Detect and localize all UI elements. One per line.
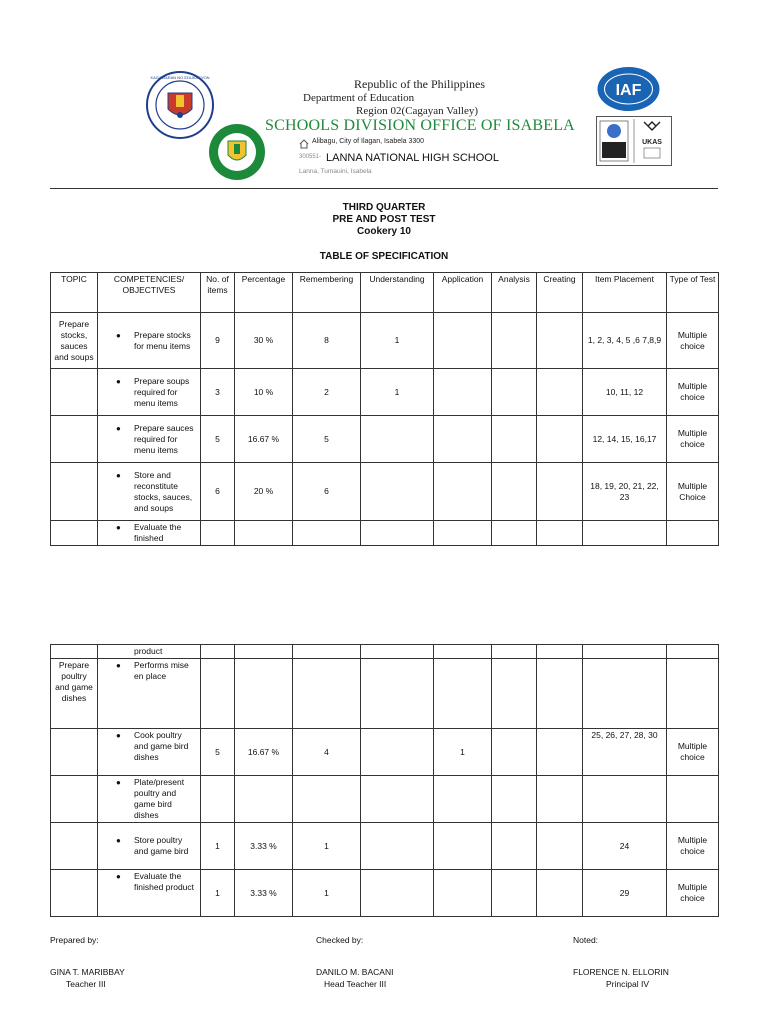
competency-cell: ● Store and reconstitute stocks, sauces, and soups	[98, 463, 201, 521]
noter-position: Principal IV	[606, 979, 649, 989]
table-row	[51, 823, 719, 870]
school-address: Lanna, Tumauini, Isabela	[299, 168, 372, 175]
remembering-cell	[293, 521, 361, 546]
topic-cell	[51, 823, 98, 870]
remembering-cell	[293, 776, 361, 823]
type-cell: Multiple choice	[667, 369, 719, 416]
topic-cell	[51, 521, 98, 546]
creating-cell	[537, 463, 583, 521]
placement-cell: 1, 2, 3, 4, 5 ,6 7,8,9	[583, 313, 667, 369]
type-cell: Multiple choice	[667, 416, 719, 463]
table-row	[51, 463, 719, 521]
table-row	[51, 659, 719, 729]
analysis-cell	[492, 659, 537, 729]
competency-cell: ● Evaluate the finished product	[98, 870, 201, 917]
creating-cell	[537, 870, 583, 917]
understanding-cell	[361, 776, 434, 823]
noter-name: FLORENCE N. ELLORIN	[573, 967, 669, 977]
specification-table-part2	[50, 644, 719, 917]
percentage-cell	[235, 776, 293, 823]
application-cell	[434, 416, 492, 463]
region-text: Region 02(Cagayan Valley)	[356, 105, 478, 117]
preparer-position: Teacher III	[66, 979, 106, 989]
topic-cell	[51, 729, 98, 776]
analysis-cell	[492, 313, 537, 369]
remembering-cell: 5	[293, 416, 361, 463]
topic-cell: Prepare stocks, sauces and soups	[51, 313, 98, 369]
noted-label: Noted:	[573, 935, 599, 945]
percentage-cell: 3.33 %	[235, 823, 293, 870]
placement-cell: 10, 11, 12	[583, 369, 667, 416]
placement-cell: 24	[583, 823, 667, 870]
type-cell: Multiple choice	[667, 313, 719, 369]
subject-title: Cookery 10	[357, 226, 411, 237]
table-row	[51, 729, 719, 776]
creating-cell	[537, 416, 583, 463]
col-header-placement: Item Placement	[583, 273, 667, 313]
placement-cell	[583, 776, 667, 823]
remembering-cell: 4	[293, 729, 361, 776]
percentage-cell	[235, 659, 293, 729]
application-cell	[434, 870, 492, 917]
col-header-topic: TOPIC	[51, 273, 98, 313]
understanding-cell	[361, 870, 434, 917]
items-cell: 3	[201, 369, 235, 416]
table-title: TABLE OF SPECIFICATION	[319, 251, 449, 262]
remembering-cell: 2	[293, 369, 361, 416]
creating-cell	[537, 369, 583, 416]
remembering-cell: 1	[293, 870, 361, 917]
understanding-cell	[361, 416, 434, 463]
competency-cell: ● Evaluate the finished	[98, 521, 201, 546]
table-row	[51, 521, 719, 546]
col-header-percentage: Percentage	[235, 273, 293, 313]
school-name: LANNA NATIONAL HIGH SCHOOL	[326, 152, 499, 164]
col-header-competencies: COMPETENCIES/ OBJECTIVES	[98, 273, 201, 313]
iaf-logo	[596, 66, 661, 112]
type-cell: Multiple choice	[667, 870, 719, 917]
placement-cell: 12, 14, 15, 16,17	[583, 416, 667, 463]
placement-cell	[583, 521, 667, 546]
analysis-cell	[492, 776, 537, 823]
topic-cell	[51, 416, 98, 463]
percentage-cell: 3.33 %	[235, 870, 293, 917]
application-cell	[434, 521, 492, 546]
svg-text:UKAS: UKAS	[642, 139, 662, 146]
creating-cell	[537, 313, 583, 369]
competency-cell: ● Prepare sauces required for menu items	[98, 416, 201, 463]
type-cell: Multiple Choice	[667, 463, 719, 521]
creating-cell	[537, 823, 583, 870]
deped-seal-logo	[146, 71, 214, 139]
application-cell	[434, 313, 492, 369]
application-cell: 1	[434, 729, 492, 776]
topic-cell	[51, 870, 98, 917]
remembering-cell: 6	[293, 463, 361, 521]
analysis-cell	[492, 870, 537, 917]
type-cell	[667, 521, 719, 546]
specification-table-part1	[50, 272, 719, 546]
prepared-by-label: Prepared by:	[50, 935, 99, 945]
checker-position: Head Teacher III	[324, 979, 387, 989]
understanding-cell	[361, 659, 434, 729]
table-row	[51, 313, 719, 369]
topic-cell	[51, 776, 98, 823]
header-divider	[50, 188, 718, 189]
analysis-cell	[492, 823, 537, 870]
type-cell: Multiple choice	[667, 729, 719, 776]
checker-name: DANILO M. BACANI	[316, 967, 394, 977]
placement-cell: 18, 19, 20, 21, 22, 23	[583, 463, 667, 521]
items-cell: 9	[201, 313, 235, 369]
items-cell: 6	[201, 463, 235, 521]
col-header-creating: Creating	[537, 273, 583, 313]
col-header-understanding: Understanding	[361, 273, 434, 313]
competency-cell: ● Performs mise en place	[98, 659, 201, 729]
remembering-cell: 8	[293, 313, 361, 369]
house-icon	[299, 139, 309, 149]
remembering-cell	[293, 659, 361, 729]
analysis-cell	[492, 729, 537, 776]
items-cell: 1	[201, 823, 235, 870]
preparer-name: GINA T. MARIBBAY	[50, 967, 125, 977]
understanding-cell	[361, 463, 434, 521]
percentage-cell: 30 %	[235, 313, 293, 369]
items-cell	[201, 659, 235, 729]
republic-text: Republic of the Philippines	[354, 77, 485, 91]
competency-cell: ● Prepare soups required for menu items	[98, 369, 201, 416]
continuation-cell: product	[98, 645, 201, 659]
col-header-application: Application	[434, 273, 492, 313]
competency-cell: ● Store poultry and game bird	[98, 823, 201, 870]
understanding-cell	[361, 729, 434, 776]
col-header-type: Type of Test	[667, 273, 719, 313]
application-cell	[434, 823, 492, 870]
table-row	[51, 870, 719, 917]
understanding-cell: 1	[361, 369, 434, 416]
col-header-analysis: Analysis	[492, 273, 537, 313]
analysis-cell	[492, 369, 537, 416]
creating-cell	[537, 776, 583, 823]
understanding-cell	[361, 823, 434, 870]
analysis-cell	[492, 463, 537, 521]
application-cell	[434, 463, 492, 521]
competency-cell: ● Prepare stocks for menu items	[98, 313, 201, 369]
application-cell	[434, 369, 492, 416]
items-cell: 5	[201, 729, 235, 776]
col-header-items: No. of items	[201, 273, 235, 313]
placement-cell: 25, 26, 27, 28, 30	[583, 729, 667, 776]
creating-cell	[537, 729, 583, 776]
application-cell	[434, 659, 492, 729]
test-title: PRE AND POST TEST	[332, 214, 436, 225]
type-cell: Multiple choice	[667, 823, 719, 870]
creating-cell	[537, 659, 583, 729]
remembering-cell: 1	[293, 823, 361, 870]
svg-text:KAGAWARAN NG EDUKASYON: KAGAWARAN NG EDUKASYON	[150, 75, 210, 80]
table-row	[51, 369, 719, 416]
quarter-title: THIRD QUARTER	[342, 202, 426, 213]
table-row	[51, 645, 719, 659]
topic-cell: Prepare poultry and game dishes	[51, 659, 98, 729]
office-address: Alibagu, City of Ilagan, Isabela 3300	[312, 138, 425, 145]
topic-cell	[51, 463, 98, 521]
analysis-cell	[492, 416, 537, 463]
table-row	[51, 776, 719, 823]
type-cell	[667, 659, 719, 729]
table-row	[51, 416, 719, 463]
competency-cell: ● Cook poultry and game bird dishes	[98, 729, 201, 776]
percentage-cell: 16.67 %	[235, 416, 293, 463]
checked-by-label: Checked by:	[316, 935, 364, 945]
type-cell	[667, 776, 719, 823]
division-name: SCHOOLS DIVISION OFFICE OF ISABELA	[265, 117, 575, 134]
topic-cell	[51, 369, 98, 416]
understanding-cell: 1	[361, 313, 434, 369]
svg-text:IAF: IAF	[615, 82, 642, 99]
percentage-cell: 10 %	[235, 369, 293, 416]
analysis-cell	[492, 521, 537, 546]
table-header-row	[51, 273, 719, 313]
understanding-cell	[361, 521, 434, 546]
division-seal-logo	[208, 123, 266, 181]
placement-cell	[583, 659, 667, 729]
items-cell	[201, 776, 235, 823]
percentage-cell: 20 %	[235, 463, 293, 521]
application-cell	[434, 776, 492, 823]
department-text: Department of Education	[303, 92, 415, 104]
percentage-cell	[235, 521, 293, 546]
school-code: 300551-	[299, 154, 322, 160]
percentage-cell: 16.67 %	[235, 729, 293, 776]
competency-cell: ● Plate/present poultry and game bird dishes	[98, 776, 201, 823]
items-cell: 1	[201, 870, 235, 917]
creating-cell	[537, 521, 583, 546]
placement-cell: 29	[583, 870, 667, 917]
iso-ukas-cert-logo	[596, 116, 672, 166]
col-header-remembering: Remembering	[293, 273, 361, 313]
items-cell: 5	[201, 416, 235, 463]
items-cell	[201, 521, 235, 546]
